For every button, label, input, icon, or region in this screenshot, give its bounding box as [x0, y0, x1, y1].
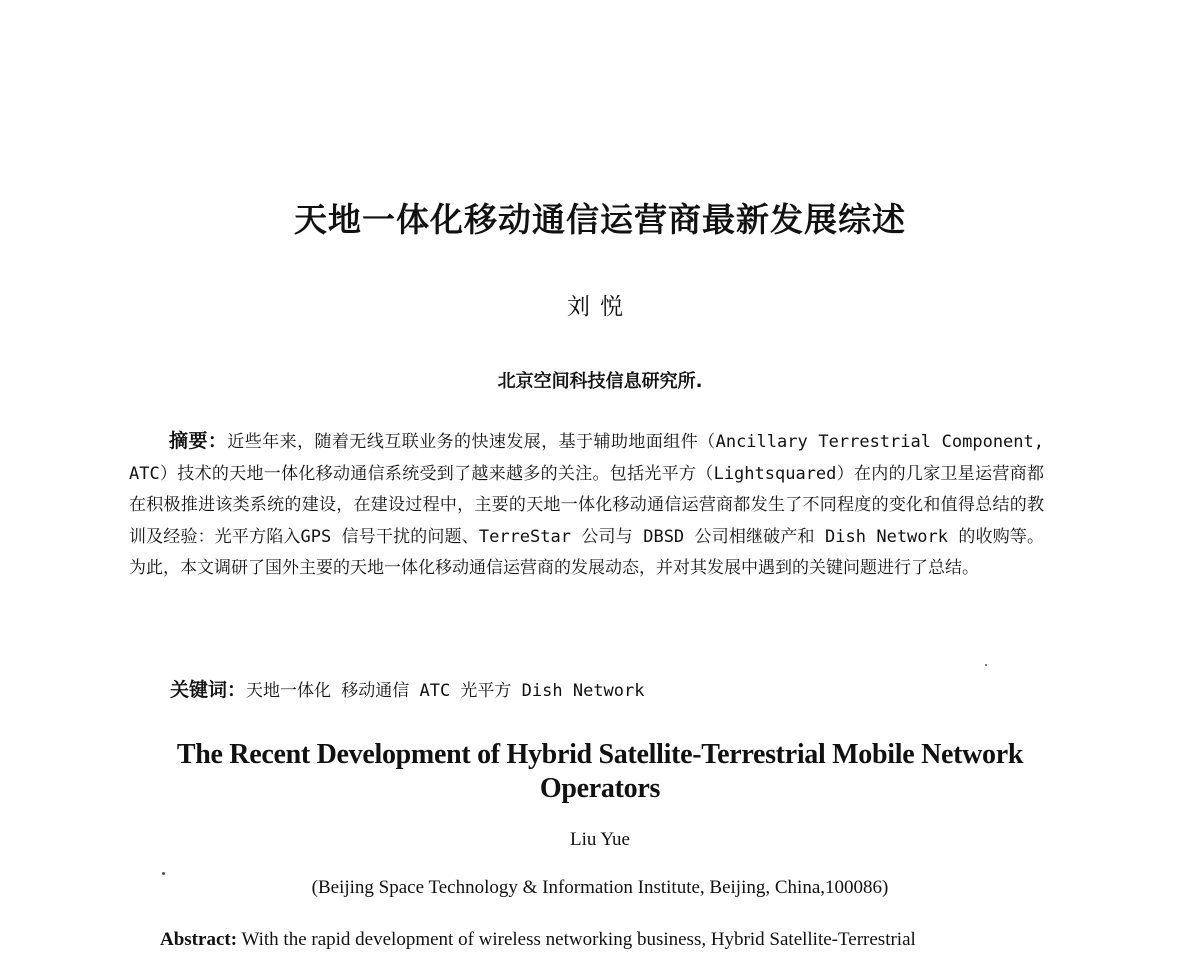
english-abstract-label: Abstract:	[160, 929, 238, 950]
english-affiliation: (Beijing Space Technology & Information Institute, Beijing, China,100086)	[311, 877, 889, 898]
english-title: The Recent Development of Hybrid Satellite-Terrestrial Mobile Network Operators	[176, 739, 1024, 804]
english-abstract-text: With the rapid development of wireless networking business, Hybrid Satellite-Terrestrial	[241, 929, 916, 950]
chinese-abstract	[129, 426, 1044, 585]
chinese-affiliation: 北京空间科技信息研究所.	[497, 371, 703, 392]
scan-speck	[162, 872, 165, 875]
english-author: Liu Yue	[570, 829, 630, 850]
chinese-abstract-label: 摘要：	[169, 430, 228, 452]
chinese-abstract-text: 近些年来，随着无线互联业务的快速发展，基于辅助地面组件（Ancillary Terrestrial Component, ATC）技术的天地一体化移动通信系统受到了越来越多的关注。包括光平方（Lightsquared）在内的几家卫星运营商都在积极推进该类系统的建设，在建设过程中，主要的天地一体化移动通信运营商都发生了不同程度的变化和值得总结的教训及经验：光平方陷入GPS 信号干扰的问题、TerreStar 公司与 DBSD 公司相继破产和 Dish Network 的收购等。为此，本文调研了国外主要的天地一体化移动通信运营商的发展动态，并对其发展中遇到的关键问题进行了总结。	[129, 432, 1044, 578]
chinese-title: 天地一体化移动通信运营商最新发展综述	[294, 200, 906, 239]
chinese-author: 刘悦	[567, 294, 633, 320]
chinese-keywords-label: 关键词：	[170, 679, 247, 701]
chinese-keywords	[170, 676, 1050, 705]
chinese-keywords-text: 天地一体化 移动通信 ATC 光平方 Dish Network	[246, 681, 645, 701]
scan-speck	[985, 664, 987, 666]
english-abstract	[160, 927, 1050, 953]
